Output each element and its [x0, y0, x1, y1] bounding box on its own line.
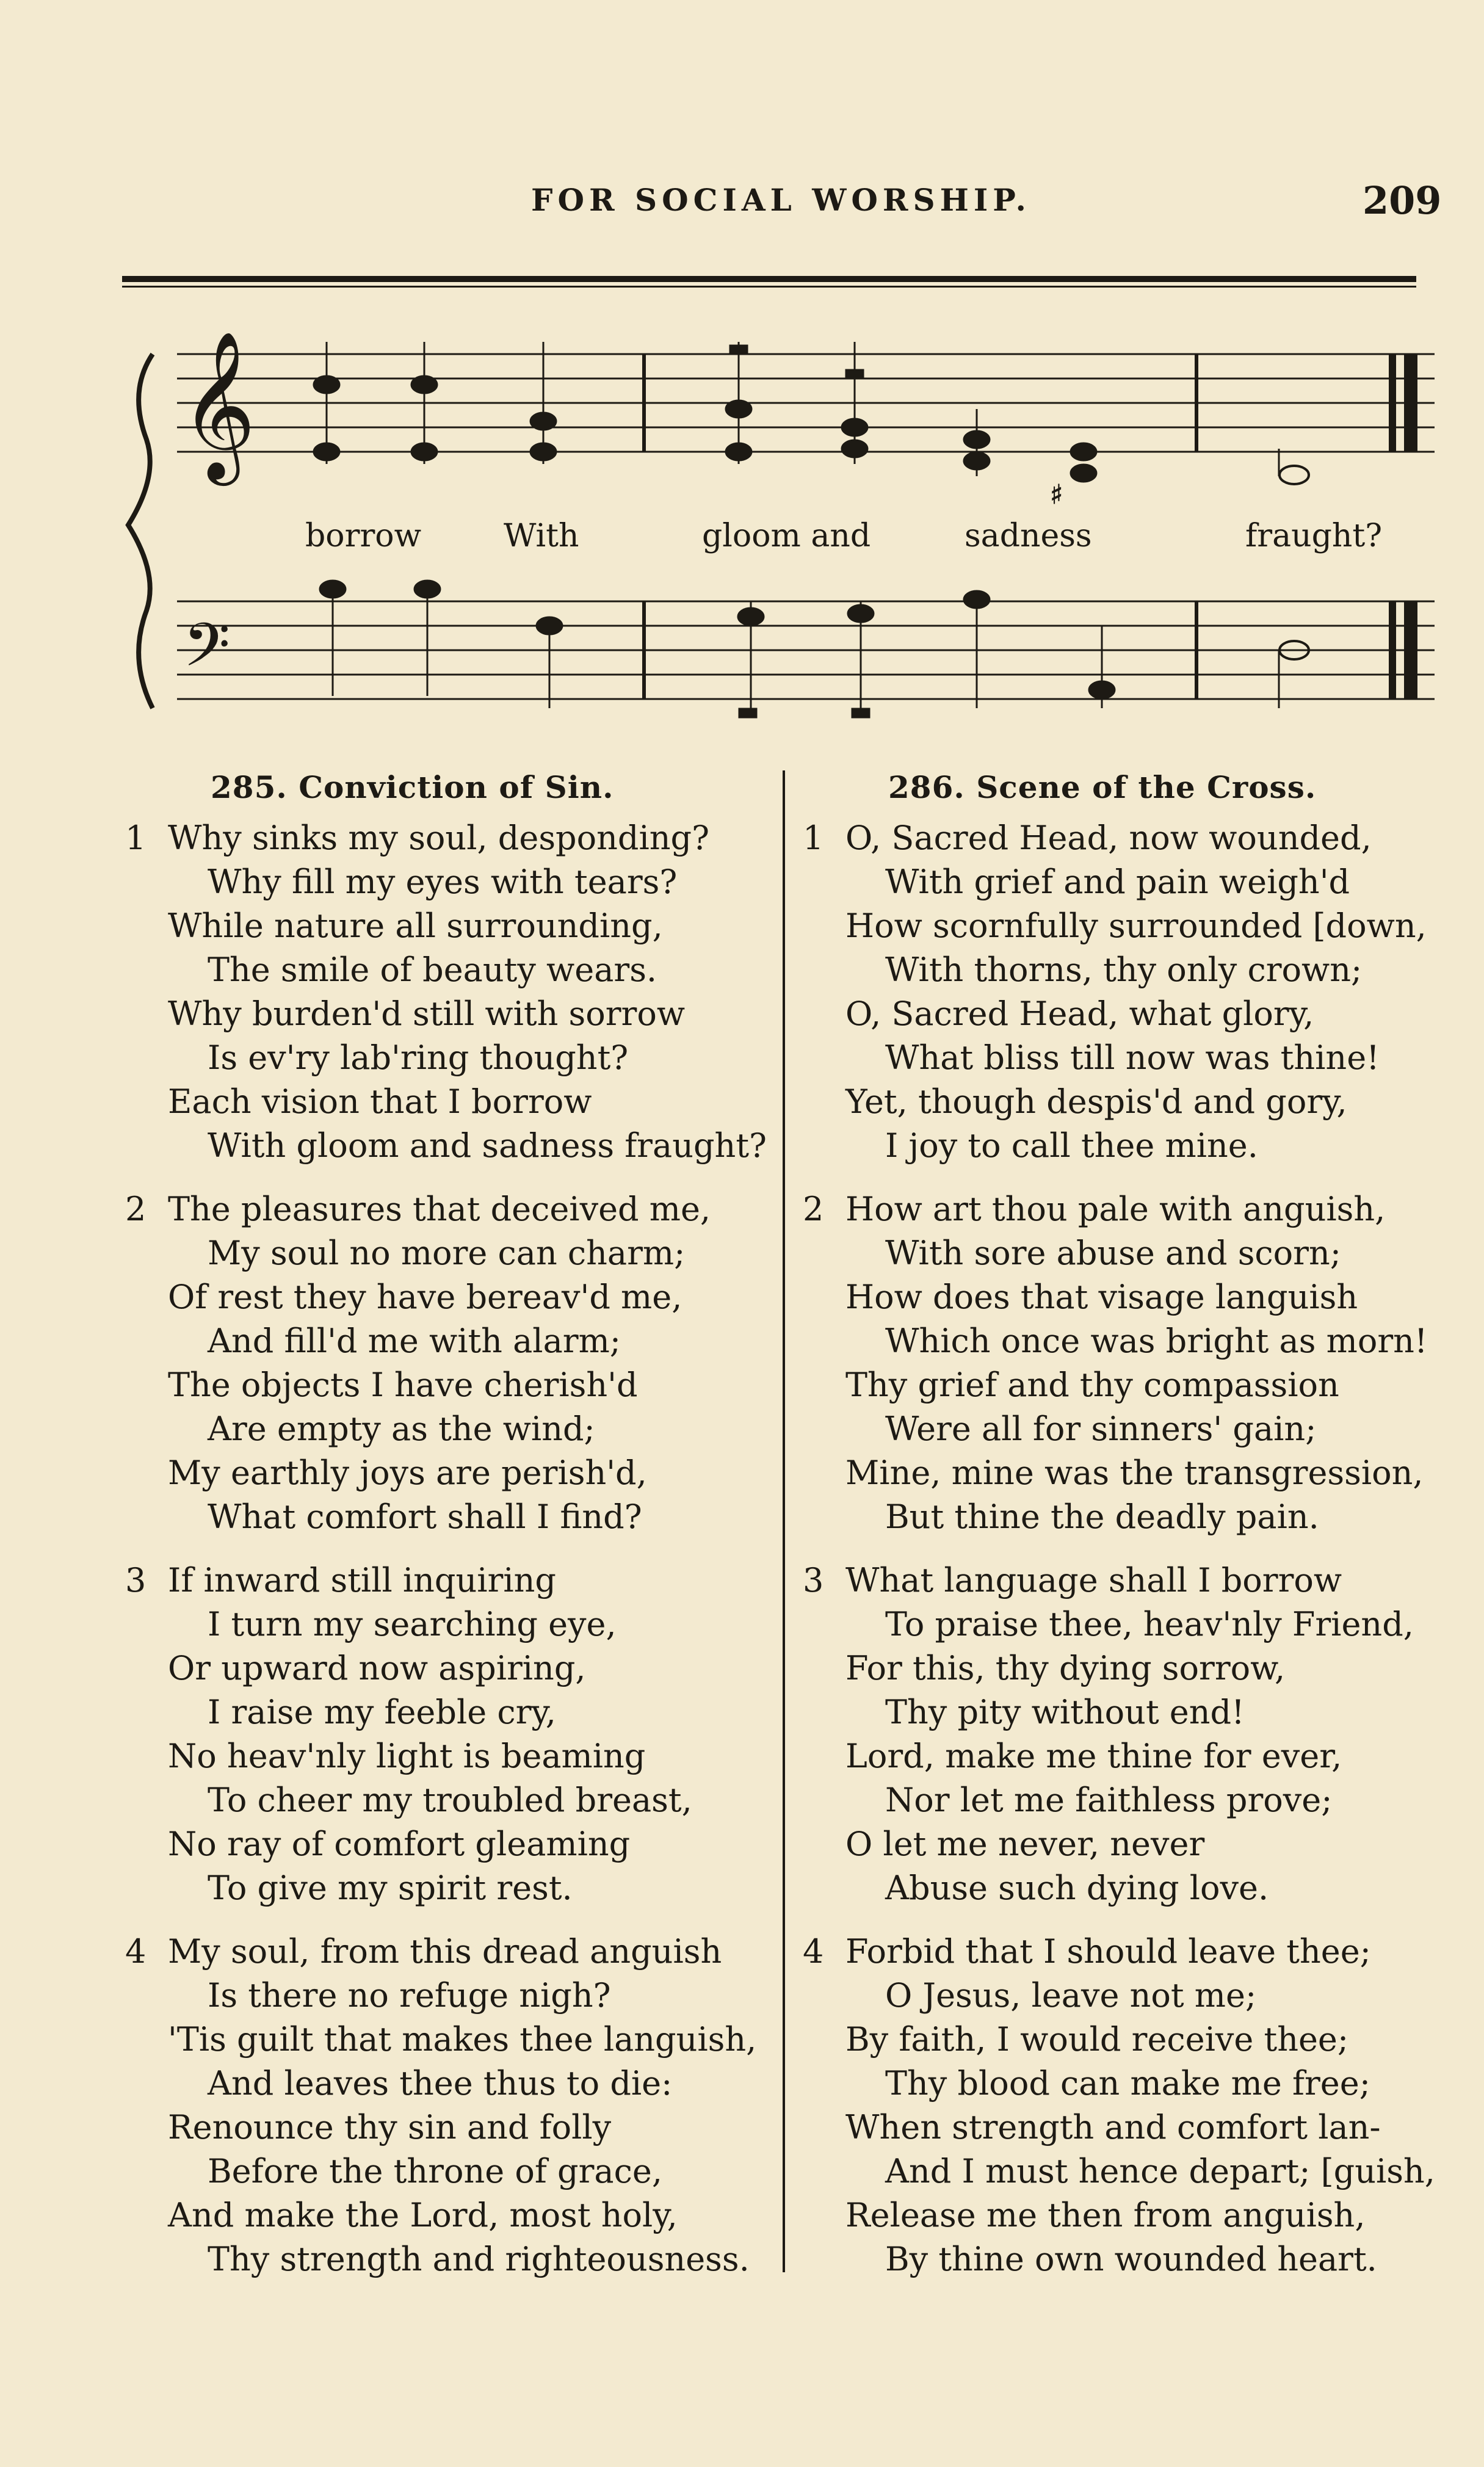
hymn-heading	[888, 769, 1444, 805]
verse-line: Is there no refuge nigh?	[208, 1976, 611, 2015]
verse-line: The smile of beauty wears.	[208, 951, 657, 989]
verse-line: How art thou pale with anguish,	[845, 1190, 1386, 1228]
verse-line: The objects I have cherish'd	[168, 1366, 638, 1404]
verse-line: Release me then from anguish,	[845, 2196, 1366, 2234]
hymn-title: Scene of the Cross.	[976, 769, 1317, 805]
hymn-number: 285.	[211, 769, 288, 805]
system-brace	[128, 354, 153, 708]
verse-line: My soul no more can charm;	[208, 1234, 686, 1272]
treble-staff	[177, 354, 1435, 452]
stanza-2	[125, 1187, 766, 1539]
verse-line: My earthly joys are perish'd,	[168, 1454, 647, 1492]
verse-line: With gloom and sadness fraught?	[208, 1126, 767, 1165]
lyric-fraught: fraught?	[1245, 518, 1383, 554]
header-rule	[122, 276, 1416, 282]
verse-line: For this, thy dying sorrow,	[845, 1649, 1286, 1687]
svg-text:♯: ♯	[1050, 479, 1063, 510]
page-number: 209	[1363, 178, 1442, 223]
verse-line: Are empty as the wind;	[208, 1410, 595, 1448]
verse-line: Why burden'd still with sorrow	[168, 994, 686, 1033]
column-divider	[783, 770, 785, 2272]
lyric-with: With	[504, 518, 579, 554]
verse-line: What comfort shall I find?	[208, 1498, 642, 1536]
verse-line: And I must hence depart; [guish,	[885, 2152, 1435, 2190]
stanza-number: 2	[803, 1190, 824, 1228]
verse-line: With thorns, thy only crown;	[885, 951, 1363, 989]
verse-line: Thy pity without end!	[885, 1693, 1245, 1731]
lyric-borrow: borrow	[305, 518, 422, 554]
verse-line: By thine own wounded heart.	[885, 2240, 1377, 2278]
hymn-number: 286.	[888, 769, 965, 805]
verse-line: What bliss till now was thine!	[885, 1038, 1380, 1077]
verse-line: And leaves thee thus to die:	[208, 2064, 673, 2103]
verse-line: To give my spirit rest.	[208, 1869, 573, 1907]
verse-line: Thy strength and righteousness.	[208, 2240, 750, 2278]
verse-line: Nor let me faithless prove;	[885, 1781, 1333, 1819]
verse-line: Of rest they have bereav'd me,	[168, 1278, 682, 1316]
verse-line: Mine, mine was the transgression,	[845, 1454, 1424, 1492]
hymn-heading	[211, 769, 766, 805]
header-rule-thin	[122, 286, 1416, 288]
verse-line: O, Sacred Head, now wounded,	[845, 819, 1372, 857]
verse-line: No ray of comfort gleaming	[168, 1825, 631, 1863]
stanza-1	[125, 816, 766, 1168]
lyric-gloom-and: gloom and	[702, 518, 871, 554]
verse-line: Yet, though despis'd and gory,	[845, 1082, 1347, 1121]
verse-line: Were all for sinners' gain;	[885, 1410, 1317, 1448]
verse-line: Which once was bright as morn!	[885, 1322, 1428, 1360]
verse-line: Why sinks my soul, desponding?	[168, 819, 710, 857]
stanza-number: 3	[125, 1561, 147, 1599]
stanza-3	[803, 1559, 1444, 1910]
hymn-285	[125, 769, 766, 2301]
verse-line: Thy blood can make me free;	[885, 2064, 1370, 2103]
verse-line: Lord, make me thine for ever,	[845, 1737, 1342, 1775]
verse-line: To cheer my troubled breast,	[208, 1781, 692, 1819]
hymn-286	[803, 769, 1444, 2301]
verse-line: 'Tis guilt that makes thee languish,	[168, 2020, 757, 2059]
verse-line: Is ev'ry lab'ring thought?	[208, 1038, 629, 1077]
final-barline	[1389, 354, 1417, 699]
stanza-2	[803, 1187, 1444, 1539]
verse-line: Thy grief and thy compassion	[845, 1366, 1339, 1404]
verse-line: How scornfully surrounded [down,	[845, 907, 1427, 945]
verse-line: If inward still inquiring	[168, 1561, 556, 1599]
verse-line: O let me never, never	[845, 1825, 1205, 1863]
stanza-number: 2	[125, 1190, 147, 1228]
verse-line: I joy to call thee mine.	[885, 1126, 1258, 1165]
verse-line: The pleasures that deceived me,	[168, 1190, 711, 1228]
verse-line: How does that visage languish	[845, 1278, 1358, 1316]
stanza-number: 4	[803, 1932, 824, 1971]
verse-line: O, Sacred Head, what glory,	[845, 994, 1314, 1033]
verse-line: No heav'nly light is beaming	[168, 1737, 646, 1775]
bass-clef: 𝄢	[183, 610, 231, 695]
verse-line: Abuse such dying love.	[885, 1869, 1269, 1907]
verse-line: And make the Lord, most holy,	[168, 2196, 678, 2234]
stanza-number: 1	[125, 819, 147, 857]
treble-notes	[313, 342, 1309, 510]
stanza-4	[125, 1930, 766, 2281]
verse-line: Or upward now aspiring,	[168, 1649, 586, 1687]
stanza-number: 1	[803, 819, 824, 857]
verse-line: While nature all surrounding,	[168, 907, 663, 945]
verse-line: What language shall I borrow	[845, 1561, 1342, 1599]
stanza-number: 3	[803, 1561, 824, 1599]
bass-staff	[177, 601, 1435, 699]
verse-line: I turn my searching eye,	[208, 1605, 617, 1643]
verse-line: By faith, I would receive thee;	[845, 2020, 1349, 2059]
verse-line: When strength and comfort lan-	[845, 2108, 1381, 2146]
treble-clef: 𝄞	[180, 330, 256, 479]
lyric-sadness: sadness	[965, 518, 1092, 554]
verse-line: My soul, from this dread anguish	[168, 1932, 722, 1971]
stanza-4	[803, 1930, 1444, 2281]
verse-line: But thine the deadly pain.	[885, 1498, 1319, 1536]
verse-line: Why fill my eyes with tears?	[208, 863, 678, 901]
stanza-number: 4	[125, 1932, 147, 1971]
hymn-title: Conviction of Sin.	[299, 769, 614, 805]
verse-line: Forbid that I should leave thee;	[845, 1932, 1371, 1971]
verse-line: To praise thee, heav'nly Friend,	[885, 1605, 1414, 1643]
stanza-1	[803, 816, 1444, 1168]
running-title: FOR SOCIAL WORSHIP.	[531, 182, 1031, 218]
verse-line: O Jesus, leave not me;	[885, 1976, 1257, 2015]
verse-line: With grief and pain weigh'd	[885, 863, 1350, 901]
stanza-3	[125, 1559, 766, 1910]
verse-line: With sore abuse and scorn;	[885, 1234, 1341, 1272]
verse-line: I raise my feeble cry,	[208, 1693, 556, 1731]
verse-line: Each vision that I borrow	[168, 1082, 592, 1121]
verse-line: And fill'd me with alarm;	[208, 1322, 621, 1360]
verse-line: Before the throne of grace,	[208, 2152, 662, 2190]
verse-line: Renounce thy sin and folly	[168, 2108, 612, 2146]
